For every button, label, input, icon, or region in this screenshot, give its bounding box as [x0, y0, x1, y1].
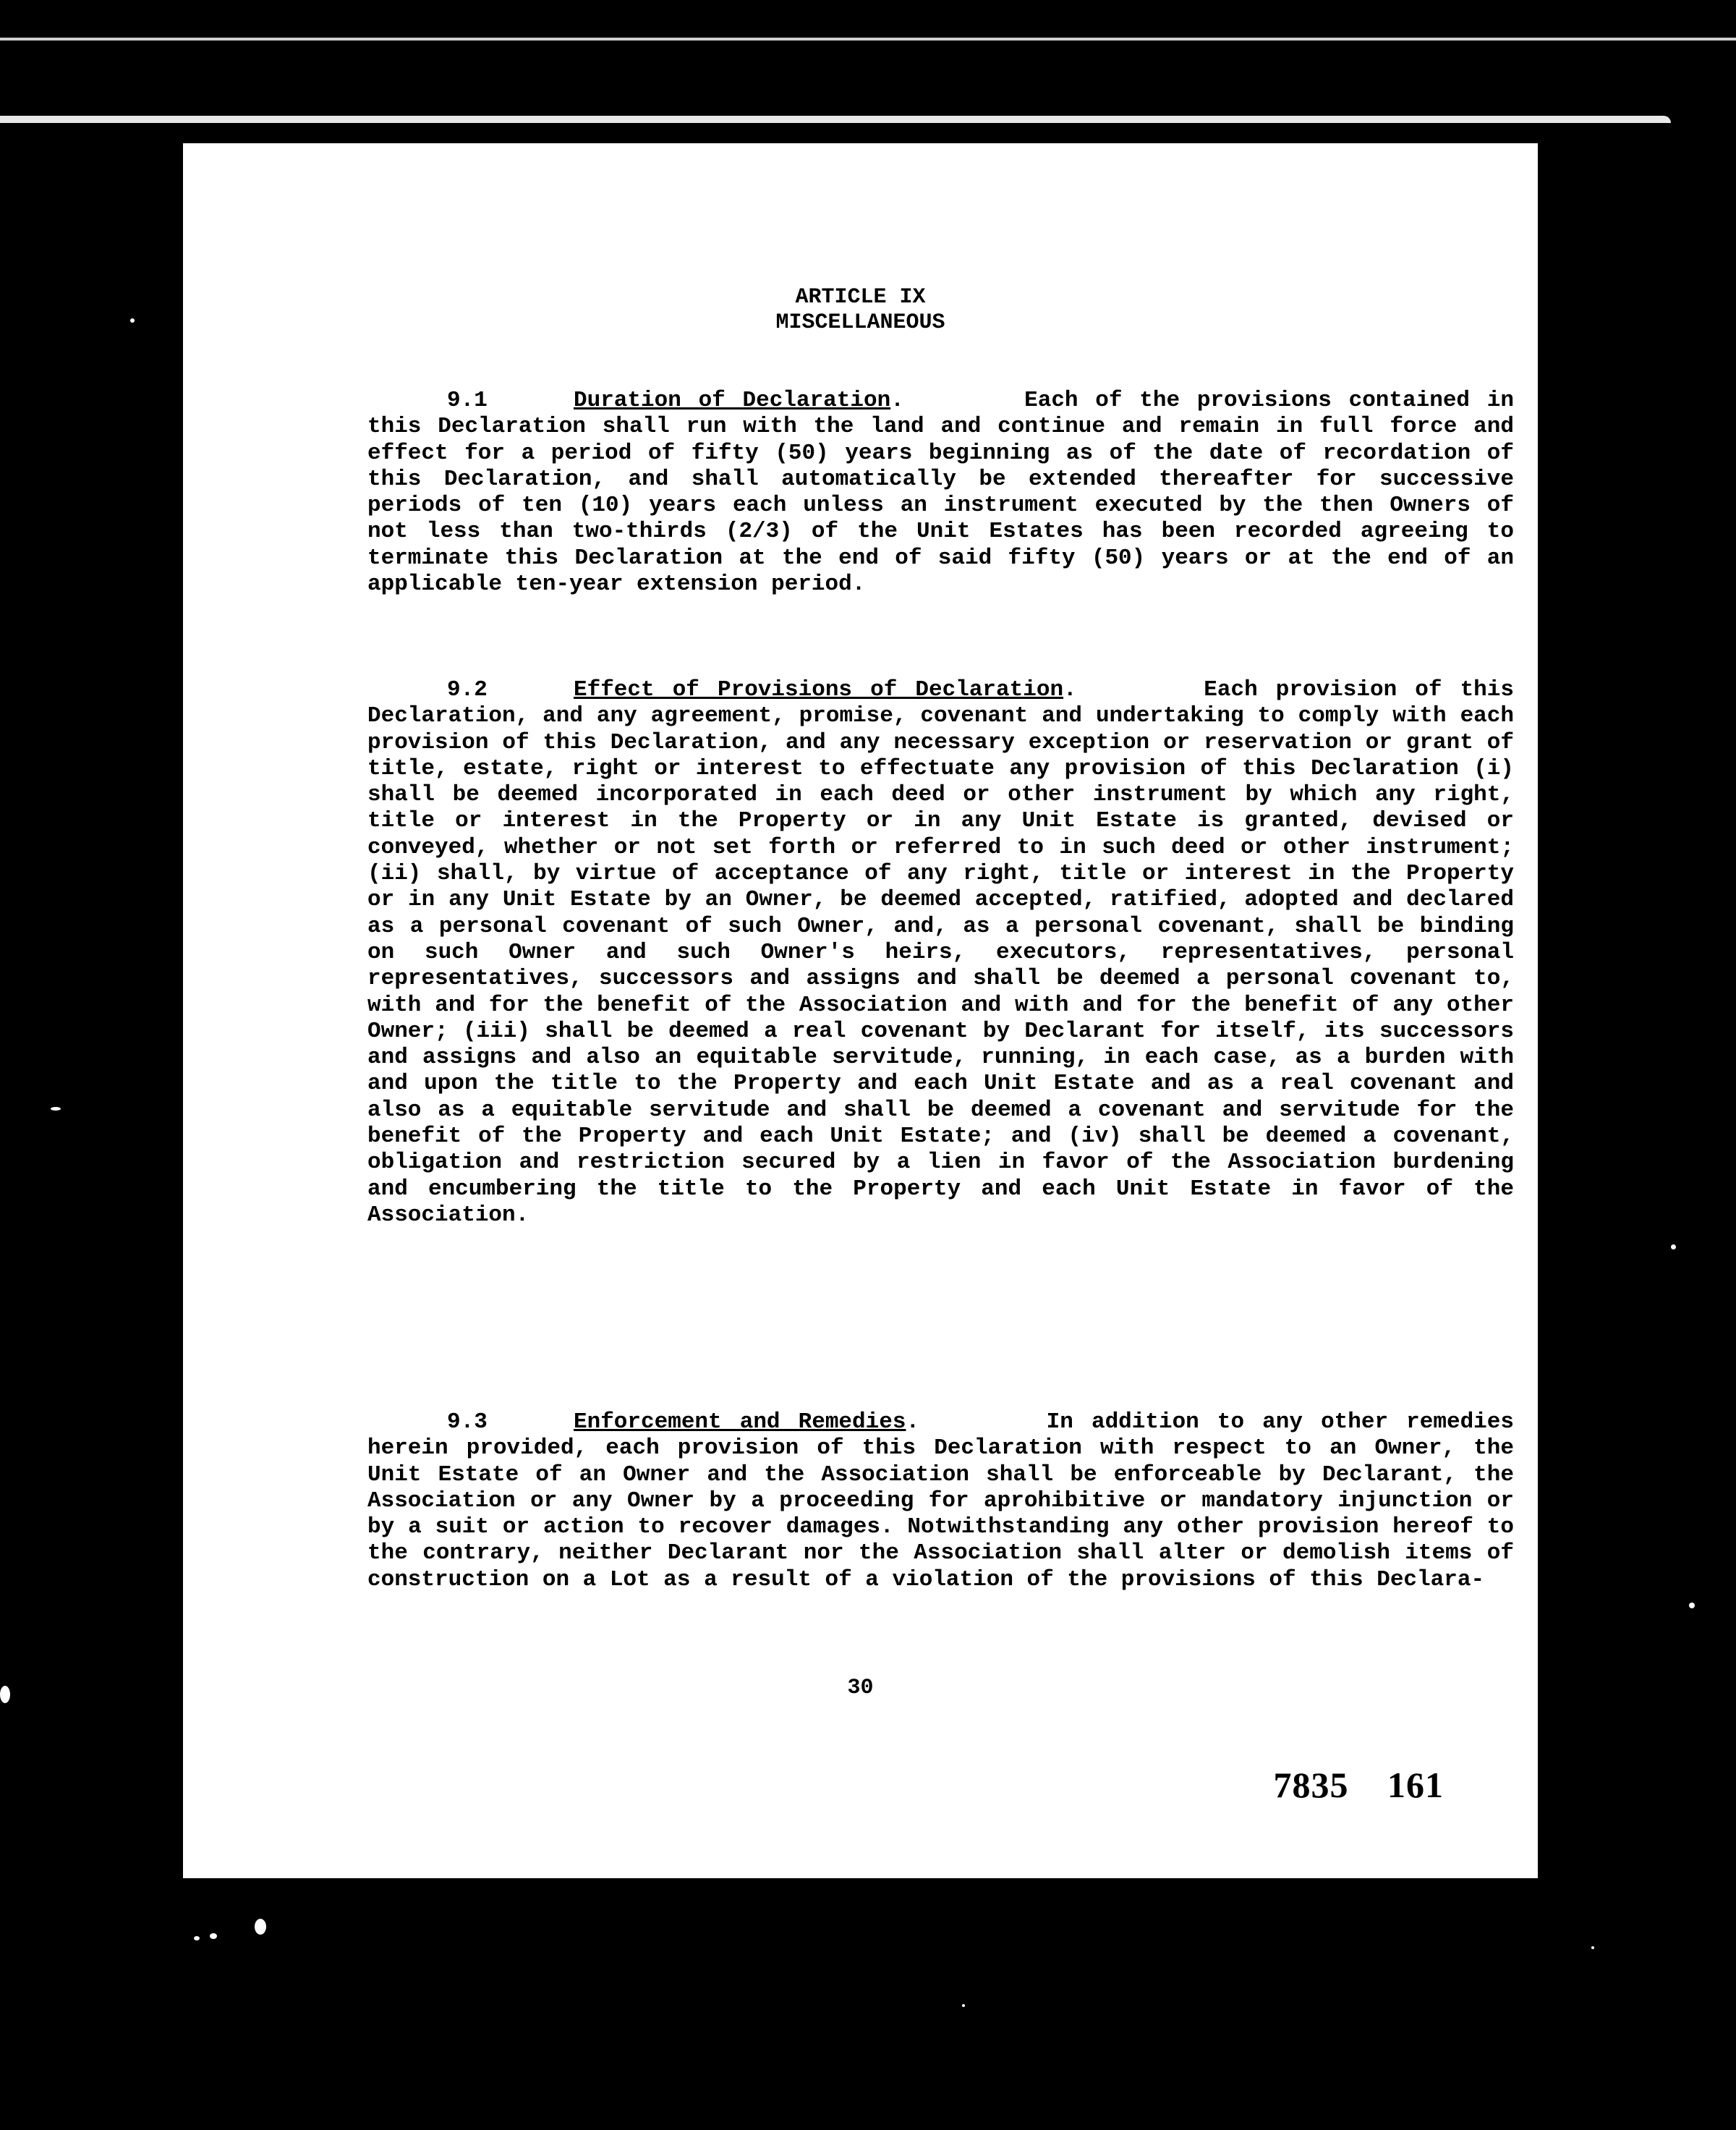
- section-9-3: 9.3 Enforcement and Remedies. In addition to any other remedies herein provided, each provision of this Declaration with respect to an Owner, the Unit Estate of an Owner and the Association shall be enforceable by Declarant, the Association or any Owner by a proceeding for aprohibitive or mandatory injunction or by a suit or action to recover damages. Notwithstanding any other provision hereof to the contrary, neither Declarant nor the Association shall alter or demolish items of construction on a Lot as a result of a violation of the provisions of this Declara-: [367, 1409, 1514, 1592]
- scan-speck: [255, 1919, 266, 1935]
- section-title: Enforcement and Remedies: [574, 1409, 906, 1435]
- section-number: 9.1: [447, 388, 488, 413]
- scan-speck: [130, 318, 135, 323]
- scan-speck: [0, 1686, 10, 1703]
- scan-border-line: [0, 38, 1736, 41]
- section-title: Effect of Provisions of Declaration: [574, 677, 1064, 703]
- scan-speck: [1689, 1603, 1695, 1608]
- section-9-2: 9.2 Effect of Provisions of Declaration. Each provision of this Declaration, and any agreement, promise, covenant and undertaking to comply with each provision of this Declaration, and any necessary exception or reservation or grant of title, estate, right or interest to effectuate any provision of this Declaration (i) shall be deemed incorporated in each deed or other instrument by which any right, title or interest in the Property or in any Unit Estate is granted, devised or conveyed, whether or not set forth or referred to in such deed or other instrument; (ii) shall, by virtue of acceptance of any right, title or interest in the Property or in any Unit Estate by an Owner, be deemed accepted, ratified, adopted and declared as a personal covenant of such Owner, and, as a personal covenant, shall be binding on such Owner and such Owner's heirs, executors, representatives, personal representatives, successors and assigns and shall be deemed a personal covenant to, with and for the benefit of the Association and with and for the benefit of any other Owner; (iii) shall be deemed a real covenant by Declarant for itself, its successors and assigns and also an equitable servitude, running, in each case, as a burden with and upon the title to the Property and each Unit Estate and as a real covenant and also as a equitable servitude and shall be deemed a covenant and servitude for the benefit of the Property and each Unit Estate; and (iv) shall be deemed a covenant, obligation and restriction secured by a lien in favor of the Association burdening and encumbering the title to the Property and each Unit Estate in favor of the Association.: [367, 677, 1514, 1228]
- section-title: Duration of Declaration: [574, 388, 891, 413]
- section-9-1: 9.1 Duration of Declaration. Each of the provisions contained in this Declaration shall run with the land and continue and remain in full force and effect for a period of fifty (50) years beginning as of the date of recordation of this Declaration, and shall automatically be extended thereafter for successive periods of ten (10) years each unless an instrument executed by the then Owners of not less than two-thirds (2/3) of the Unit Estates has been recorded agreeing to terminate this Declaration at the end of said fifty (50) years or at the end of an applicable ten-year extension period.: [367, 388, 1514, 598]
- article-title: MISCELLANEOUS: [775, 310, 945, 335]
- scan-speck: [210, 1933, 217, 1939]
- article-heading: ARTICLE IX: [795, 285, 926, 310]
- scan-speck: [51, 1107, 61, 1111]
- scan-speck: [1671, 1244, 1676, 1249]
- stamp-book: 7835: [1273, 1765, 1349, 1805]
- scan-speck: [962, 2004, 965, 2007]
- scan-speck: [194, 1936, 200, 1940]
- recording-stamp: [1274, 1764, 1444, 1806]
- section-text: Each provision of this Declaration, and any agreement, promise, covenant and undertaking to comply with each provision of this Declaration, and any necessary exception or reservation or grant of title, estate, right or interest to effectuate any provision of this Declaration (i) shall be deemed incorporated in each deed or other instrument by which any right, title or interest in the Property or in any Unit Estate is granted, devised or conveyed, whether or not set forth or referred to in such deed or other instrument; (ii) shall, by virtue of acceptance of any right, title or interest in the Property or in any Unit Estate by an Owner, be deemed accepted, ratified, adopted and declared as a personal covenant of such Owner, and, as a personal covenant, shall be binding on such Owner and such Owner's heirs, executors, representatives, personal representatives, successors and assigns and shall be deemed a personal covenant to, with and for the benefit of the Association and with and for the benefit of any other Owner; (iii) shall be deemed a real covenant by Declarant for itself, its successors and assigns and also an equitable servitude, running, in each case, as a burden with and upon the title to the Property and each Unit Estate and as a real covenant and also as a equitable servitude and shall be deemed a covenant and servitude for the benefit of the Property and each Unit Estate; and (iv) shall be deemed a covenant, obligation and restriction secured by a lien in favor of the Association burdening and encumbering the title to the Property and each Unit Estate in favor of the Association.: [367, 677, 1514, 1228]
- section-text: In addition to any other remedies herein provided, each provision of this Declaration with respect to an Owner, the Unit Estate of an Owner and the Association shall be enforceable by Declarant, the Association or any Owner by a proceeding for aprohibitive or mandatory injunction or by a suit or action to recover damages. Notwithstanding any other provision hereof to the contrary, neither Declarant nor the Association shall alter or demolish items of construction on a Lot as a result of a violation of the provisions of this Declara-: [367, 1409, 1514, 1592]
- scan-speck: [1591, 1946, 1594, 1949]
- document-page: [183, 143, 1538, 1878]
- scan-border-line: [0, 116, 1671, 123]
- stamp-page: 161: [1387, 1765, 1444, 1805]
- section-text: Each of the provisions contained in this Declaration shall run with the land and continue and remain in full force and effect for a period of fifty (50) years beginning as of the date of recordation of this Declaration, and shall automatically be extended thereafter for successive periods of ten (10) years each unless an instrument executed by the then Owners of not less than two-thirds (2/3) of the Unit Estates has been recorded agreeing to terminate this Declaration at the end of said fifty (50) years or at the end of an applicable ten-year extension period.: [367, 388, 1514, 598]
- page-number: 30: [847, 1676, 874, 1700]
- section-number: 9.3: [447, 1409, 488, 1435]
- section-number: 9.2: [447, 677, 488, 703]
